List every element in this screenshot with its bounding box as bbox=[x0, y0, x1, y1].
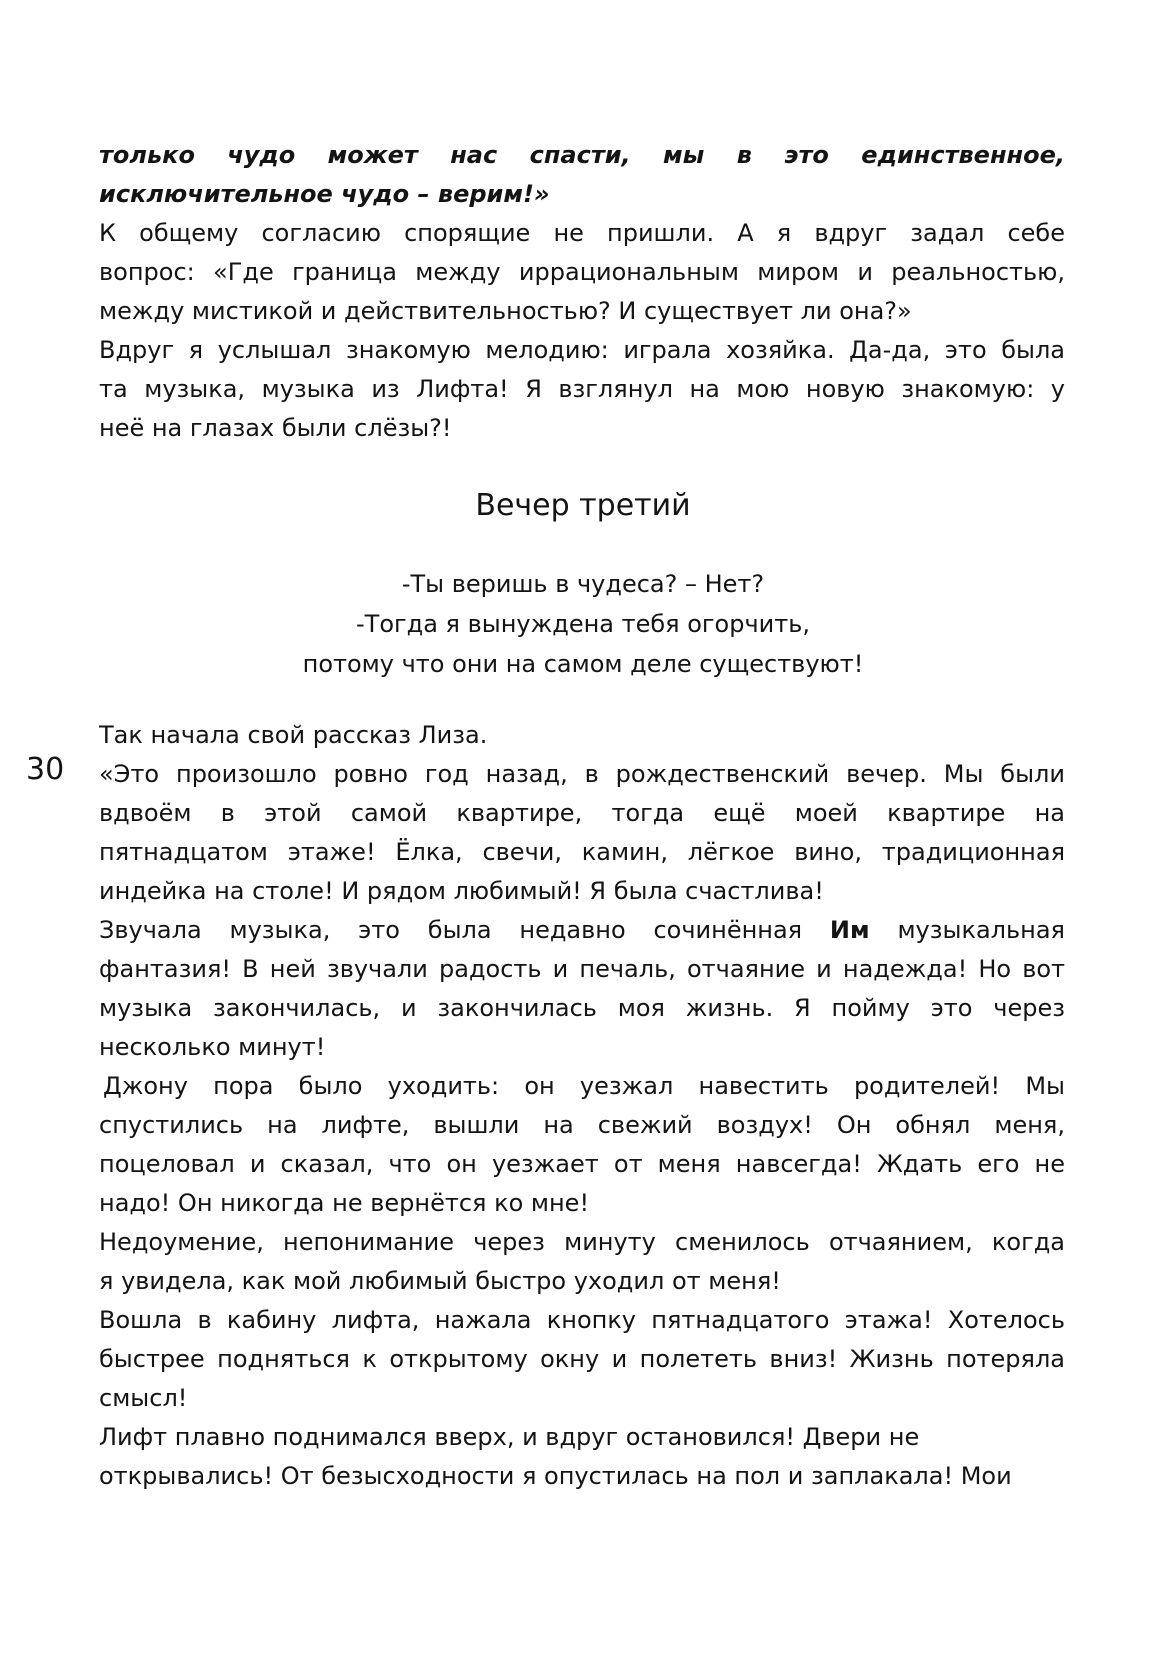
text-line: только чудо может нас спасти, мы в это единственное, bbox=[99, 141, 1065, 169]
text-line: К общему согласию спорящие не пришли. А я вдруг задал себе bbox=[99, 219, 1065, 247]
text-line: вдвоём в этой самой квартире, тогда ещё моей квартире на bbox=[99, 799, 1065, 827]
page-number: 30 bbox=[26, 752, 65, 787]
epigraph-line: -Тогда я вынуждена тебя огорчить, bbox=[356, 610, 810, 638]
intro-text bbox=[99, 136, 1065, 448]
text-line: смысл! bbox=[99, 1384, 188, 1412]
text-line: быстрее подняться к открытому окну и полететь вниз! Жизнь потеряла bbox=[99, 1345, 1065, 1373]
text-line: «Это произошло ровно год назад, в рождественский вечер. Мы были bbox=[99, 760, 1065, 788]
text-line: неё на глазах были слёзы?! bbox=[99, 414, 452, 442]
text-line: исключительное чудо – верим!» bbox=[99, 180, 550, 208]
text-line: фантазия! В ней звучали радость и печаль, отчаяние и надежда! Но вот bbox=[99, 955, 1065, 983]
text-line: между мистикой и действительностью? И существует ли она?» bbox=[99, 297, 912, 325]
epigraph bbox=[200, 564, 966, 684]
text-line: пятнадцатом этаже! Ёлка, свечи, камин, лёгкое вино, традиционная bbox=[99, 838, 1065, 866]
epigraph-line: потому что они на самом деле существуют! bbox=[302, 650, 864, 678]
story-text bbox=[99, 716, 1065, 1496]
chapter-heading: Вечер третий bbox=[475, 488, 691, 523]
text-line: надо! Он никогда не вернётся ко мне! bbox=[99, 1189, 590, 1217]
emphasized-word: Им bbox=[829, 916, 870, 944]
text-line: Так начала свой рассказ Лиза. bbox=[99, 721, 488, 749]
text-line: вопрос: «Где граница между иррациональным миром и реальностью, bbox=[99, 258, 1065, 286]
text-line: индейка на столе! И рядом любимый! Я была счастлива! bbox=[99, 877, 824, 905]
text-fragment: Звучала музыка, это была недавно сочинённая bbox=[99, 916, 803, 944]
text-line bbox=[99, 911, 1065, 950]
text-line: музыка закончилась, и закончилась моя жизнь. Я пойму это через bbox=[99, 994, 1065, 1022]
text-line: Джону пора было уходить: он уезжал навестить родителей! Мы bbox=[103, 1072, 1065, 1100]
text-line: Лифт плавно поднимался вверх, и вдруг остановился! Двери не bbox=[99, 1423, 920, 1451]
text-line: открывались! От безысходности я опустилась на пол и заплакала! Мои bbox=[99, 1462, 1012, 1490]
text-line: я увидела, как мой любимый быстро уходил от меня! bbox=[99, 1267, 781, 1295]
text-line: несколько минут! bbox=[99, 1033, 326, 1061]
text-fragment: музыкальная bbox=[897, 916, 1065, 944]
text-line: та музыка, музыка из Лифта! Я взглянул на мою новую знакомую: у bbox=[99, 375, 1065, 403]
text-line: Недоумение, непонимание через минуту сменилось отчаянием, когда bbox=[99, 1228, 1065, 1256]
text-line: поцеловал и сказал, что он уезжает от меня навсегда! Ждать его не bbox=[99, 1150, 1065, 1178]
text-line: спустились на лифте, вышли на свежий воздух! Он обнял меня, bbox=[99, 1111, 1065, 1139]
text-line: Вдруг я услышал знакомую мелодию: играла хозяйка. Да-да, это была bbox=[99, 336, 1065, 364]
epigraph-line: -Ты веришь в чудеса? – Нет? bbox=[401, 570, 765, 598]
text-line: Вошла в кабину лифта, нажала кнопку пятнадцатого этажа! Хотелось bbox=[99, 1306, 1065, 1334]
